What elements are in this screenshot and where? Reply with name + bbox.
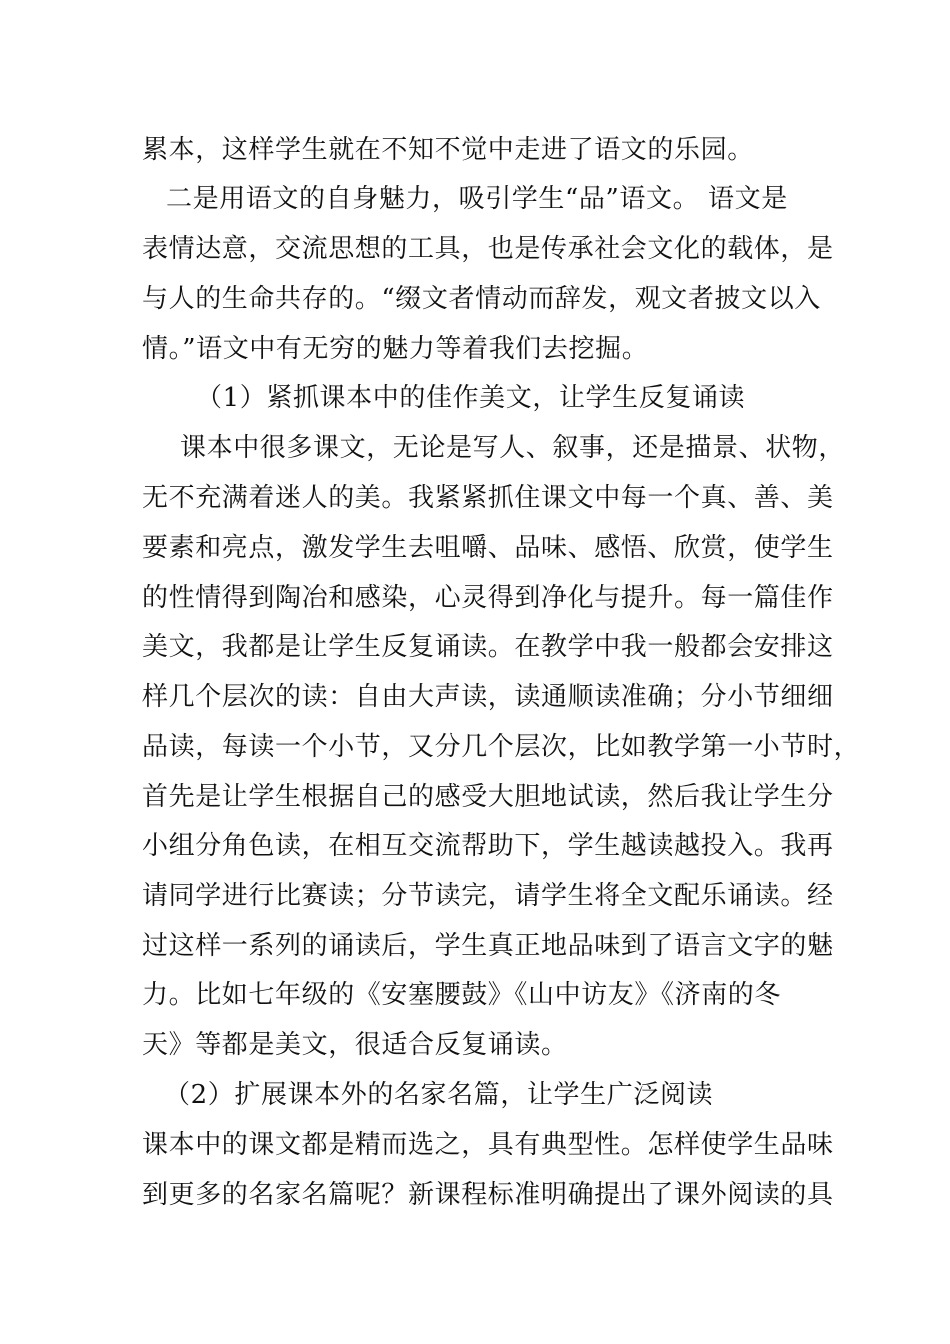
- text-line: 到更多的名家名篇呢？新课程标准明确提出了课外阅读的具: [142, 1180, 834, 1210]
- section-heading: （1）紧抓课本中的佳作美文，让学生反复诵读: [196, 383, 746, 413]
- text-line: 情。”语文中有无穷的魅力等着我们去挖掘。: [142, 334, 649, 364]
- text-line: 无不充满着迷人的美。我紧紧抓住课文中每一个真、善、美: [142, 483, 834, 513]
- text-line: 品读，每读一个小节，又分几个层次，比如教学第一小节时，: [142, 732, 861, 762]
- text-line: 过这样一系列的诵读后，学生真正地品味到了语言文字的魅: [142, 931, 834, 961]
- text-line: 的性情得到陶冶和感染，心灵得到净化与提升。每一篇佳作: [142, 583, 834, 613]
- text-line: 天》等都是美文，很适合反复诵读。: [142, 1030, 568, 1060]
- text-line: 要素和亮点，激发学生去咀嚼、品味、感悟、欣赏，使学生: [142, 533, 834, 563]
- section-heading: （2）扩展课本外的名家名篇，让学生广泛阅读: [164, 1080, 714, 1110]
- text-line: 二是用语文的自身魅力，吸引学生“品”语文。 语文是: [166, 184, 788, 214]
- text-line: 小组分角色读，在相互交流帮助下，学生越读越投入。我再: [142, 831, 834, 861]
- text-line: 表情达意，交流思想的工具，也是传承社会文化的载体，是: [142, 234, 834, 264]
- text-line: 课本中很多课文，无论是写人、叙事，还是描景、状物，: [180, 433, 846, 463]
- text-line: 美文，我都是让学生反复诵读。在教学中我一般都会安排这: [142, 632, 834, 662]
- text-line: 与人的生命共存的。“缀文者情动而辞发，观文者披文以入: [142, 284, 821, 314]
- text-line: 力。比如七年级的《安塞腰鼓》《山中访友》《济南的冬: [142, 980, 782, 1010]
- text-line: 请同学进行比赛读；分节读完，请学生将全文配乐诵读。经: [142, 881, 834, 911]
- text-line: 首先是让学生根据自己的感受大胆地试读，然后我让学生分: [142, 782, 834, 812]
- text-line: 样几个层次的读：自由大声读，读通顺读准确；分小节细细: [142, 682, 834, 712]
- text-line: 课本中的课文都是精而选之，具有典型性。怎样使学生品味: [142, 1130, 834, 1160]
- text-line: 累本，这样学生就在不知不觉中走进了语文的乐园。: [142, 135, 754, 165]
